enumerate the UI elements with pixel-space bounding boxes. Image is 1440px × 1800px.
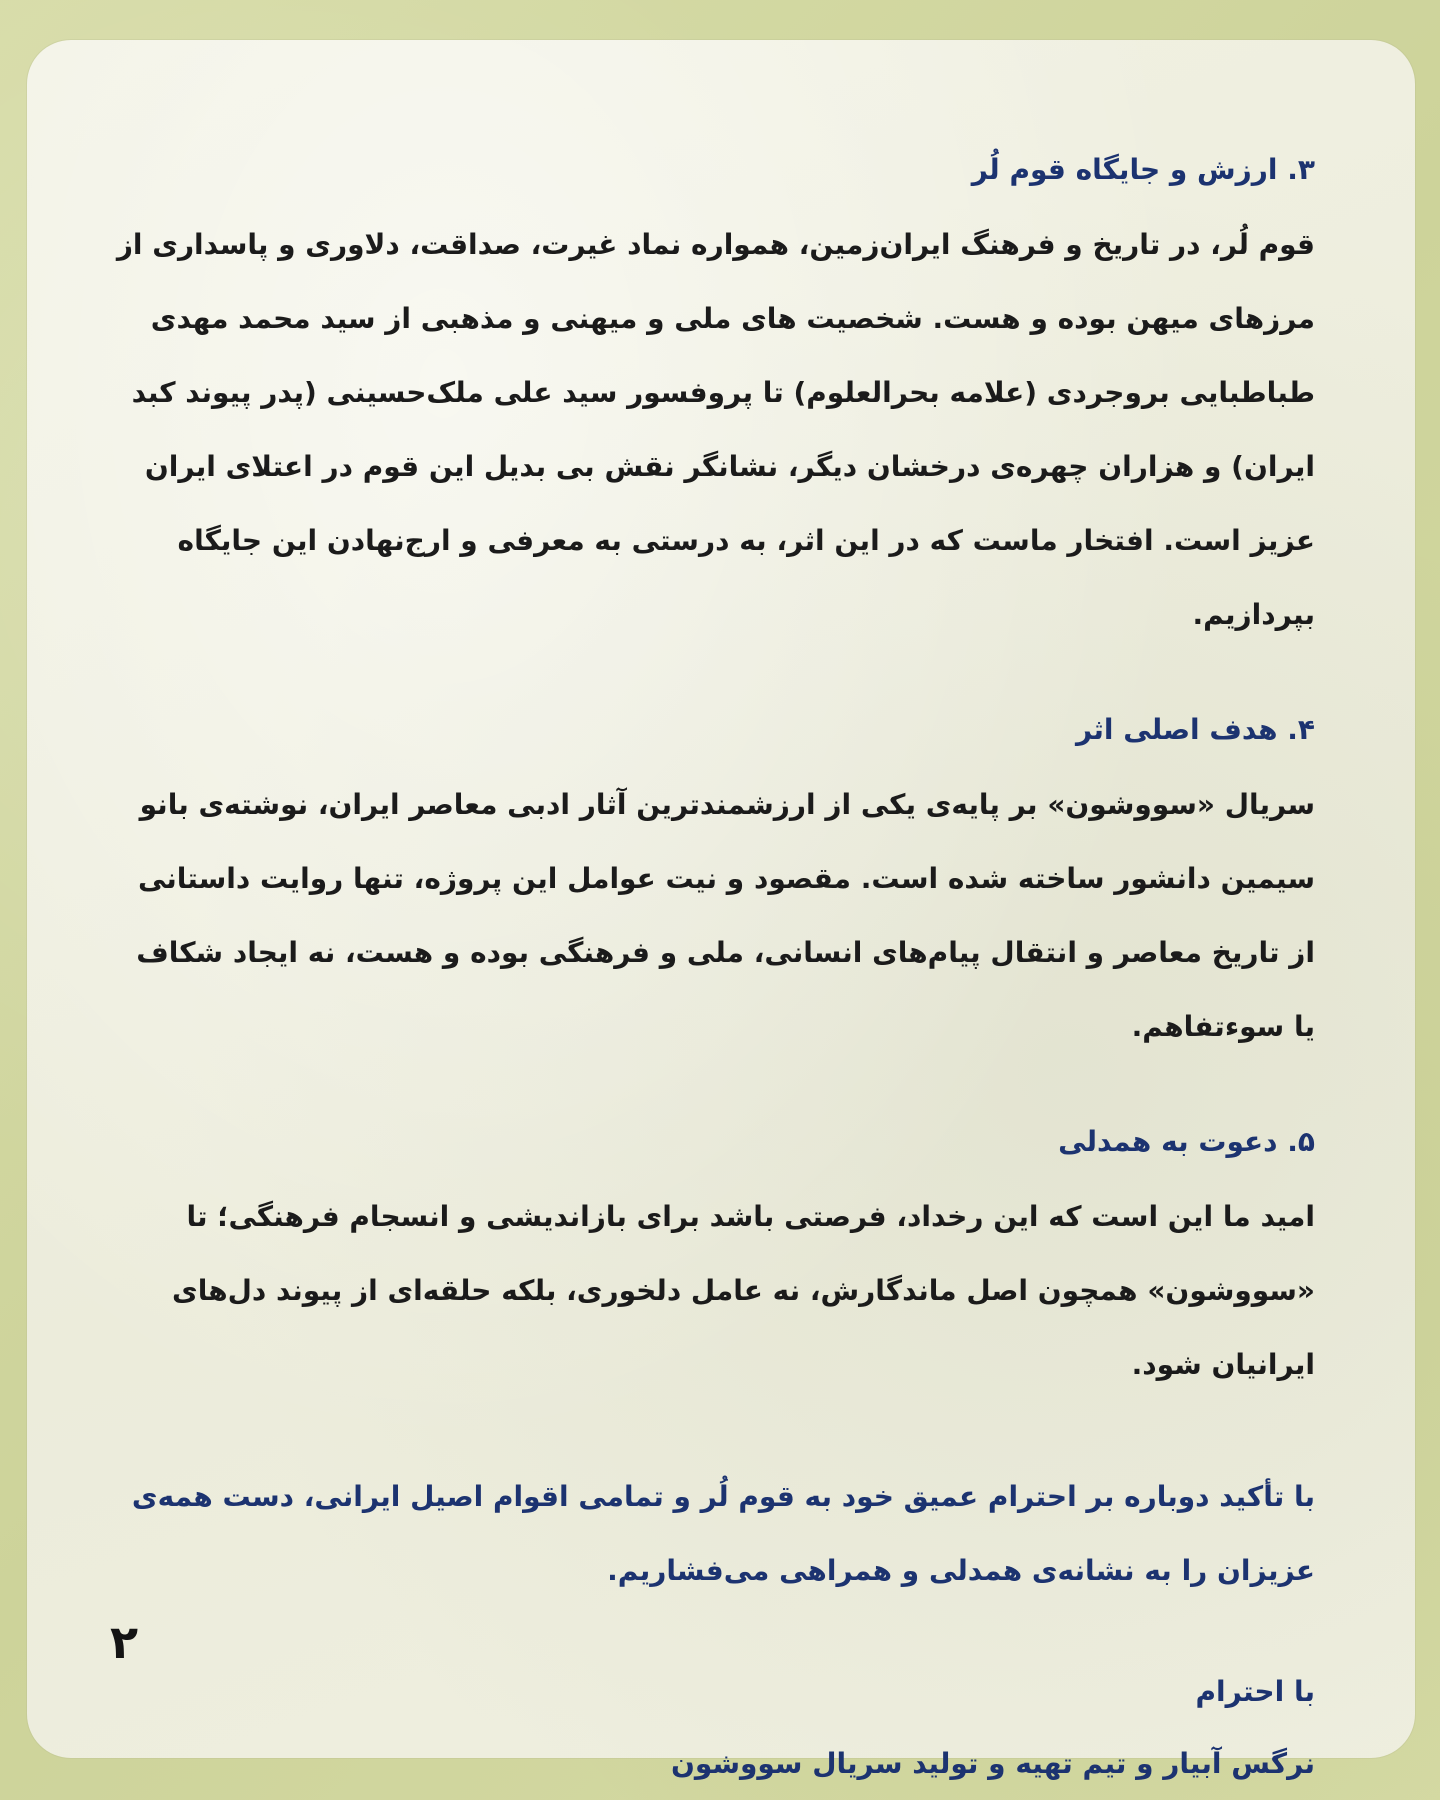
section-3 <box>110 150 1315 652</box>
signature-salutation: با احترام <box>1195 1675 1315 1708</box>
section-5-body: امید ما این است که این رخداد، فرصتی باشد برای بازاندیشی و انسجام فرهنگی؛ تا «سووشون» همچون اصل ماندگارش، نه عامل دلخوری، بلکه حلقه‌ای از پیوند دل‌های ایرانیان شود. <box>172 1200 1315 1381</box>
section-5-heading: ۵. دعوت به همدلی <box>1058 1125 1315 1158</box>
section-4-heading: ۴. هدف اصلی اثر <box>1075 713 1315 746</box>
section-5 <box>110 1122 1315 1402</box>
signature-block <box>110 1672 1315 1784</box>
closing-section <box>110 1460 1315 1608</box>
page-number: ۲ <box>110 1615 139 1669</box>
letter-content <box>110 150 1315 1784</box>
section-4 <box>110 710 1315 1064</box>
section-3-heading: ۳. ارزش و جایگاه قوم لُر <box>971 153 1315 186</box>
section-3-body: قوم لُر، در تاریخ و فرهنگ ایران‌زمین، همواره نماد غیرت، صداقت، دلاوری و پاسداری از مرزهای میهن بوده و هست. شخصیت های ملی و میهنی و مذهبی از سید محمد مهدی طباطبایی بروجردی (علامه بحرالعلوم) تا پروفسور سید علی ملک‌حسینی (پدر پیوند کبد ایران) و هزاران چهره‌ی درخشان دیگر، نشانگر نقش بی بدیل این قوم در اعتلای ایران عزیز است. افتخار ماست که در این اثر، به درستی به معرفی و ارج‌نهادن این جایگاه بپردازیم. <box>116 228 1315 631</box>
section-4-body: سریال «سووشون» بر پایه‌ی یکی از ارزشمندترین آثار ادبی معاصر ایران، نوشته‌ی بانو سیمین دانشور ساخته شده است. مقصود و نیت عوامل این پروژه، تنها روایت داستانی از تاریخ معاصر و انتقال پیام‌های انسانی، ملی و فرهنگی بوده و هست، نه ایجاد شکاف یا سوء‌تفاهم. <box>136 788 1315 1043</box>
signature-name: نرگس آبیار و تیم تهیه و تولید سریال سووشون <box>670 1747 1315 1780</box>
closing-paragraph: با تأکید دوباره بر احترام عمیق خود به قوم لُر و تمامی اقوام اصیل ایرانی، دست همه‌ی عزیزان را به نشانه‌ی همدلی و همراهی می‌فشاریم. <box>131 1480 1315 1587</box>
